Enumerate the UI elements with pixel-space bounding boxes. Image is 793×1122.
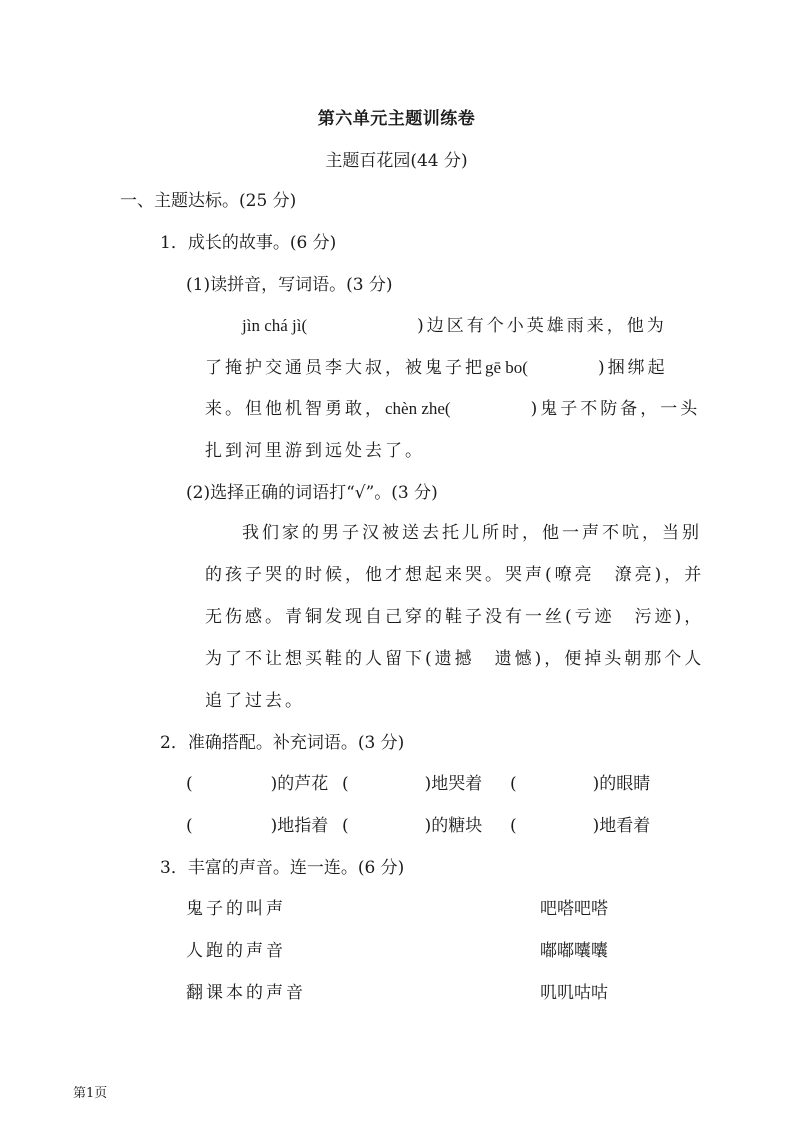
- q2-row: [186, 773, 650, 795]
- q1-part1-line4: 扎到河里游到远处去了。: [205, 441, 425, 461]
- q1-part2-line: 我们家的男子汉被送去托儿所时，他一声不吭，当别: [242, 523, 702, 543]
- page-title: 第六单元主题训练卷: [317, 109, 476, 129]
- q3-right-item[interactable]: 吧嗒吧嗒: [540, 899, 608, 919]
- q2-item: ( )地哭着: [342, 774, 483, 794]
- q1-part1-line2: 了掩护交通员李大叔，被鬼子把gē bo( )捆绑起: [205, 358, 668, 378]
- q2-item: ( )的芦花: [186, 774, 329, 794]
- q1-part1-line3: 来。但他机智勇敢，chèn zhe( )鬼子不防备，一头: [205, 399, 701, 419]
- q1-part2-heading: (2)选择正确的词语打“√”。(3 分): [186, 483, 438, 503]
- q2-item: ( )地指着: [186, 816, 329, 836]
- q2-heading: 2．准确搭配。补充词语。(3 分): [160, 733, 405, 753]
- q1-part1-line1: jìn chá jì( )边区有个小英雄雨来，他为: [242, 316, 667, 336]
- q3-left-item[interactable]: 翻课本的声音: [186, 983, 306, 1003]
- page-subtitle: 主题百花园(44 分): [325, 151, 468, 171]
- q3-left-item[interactable]: 鬼子的叫声: [186, 899, 286, 919]
- q1-part2-line: 的孩子哭的时候，他才想起来哭。哭声(嘹亮 潦亮)，并: [205, 565, 705, 585]
- q2-row: [186, 815, 650, 837]
- pinyin-prompt: chèn zhe(: [385, 399, 451, 418]
- q1-part2-line: 追了过去。: [205, 691, 305, 711]
- page-number: 第1页: [73, 1086, 108, 1101]
- q1-part1-heading: (1)读拼音，写词语。(3 分): [186, 275, 393, 295]
- q3-heading: 3．丰富的声音。连一连。(6 分): [160, 858, 405, 878]
- q2-item: ( )的糖块: [342, 816, 483, 836]
- pinyin-prompt: jìn chá jì(: [242, 316, 308, 335]
- q3-left-item[interactable]: 人跑的声音: [186, 941, 286, 961]
- q3-right-item[interactable]: 嘟嘟囔囔: [540, 941, 608, 961]
- q1-part2-line: 无伤感。青铜发现自己穿的鞋子没有一丝(亏迹 污迹)，: [205, 607, 705, 627]
- pinyin-prompt: gē bo(: [485, 358, 528, 377]
- q1-heading: 1．成长的故事。(6 分): [160, 233, 337, 253]
- q2-item: ( )的眼睛: [510, 774, 651, 794]
- q1-part2-line: 为了不让想买鞋的人留下(遗撼 遗憾)，便掉头朝那个人: [205, 649, 705, 669]
- q3-right-item[interactable]: 叽叽咕咕: [540, 983, 608, 1003]
- section1-heading: 一、主题达标。(25 分): [120, 191, 297, 211]
- q2-item: ( )地看着: [510, 816, 651, 836]
